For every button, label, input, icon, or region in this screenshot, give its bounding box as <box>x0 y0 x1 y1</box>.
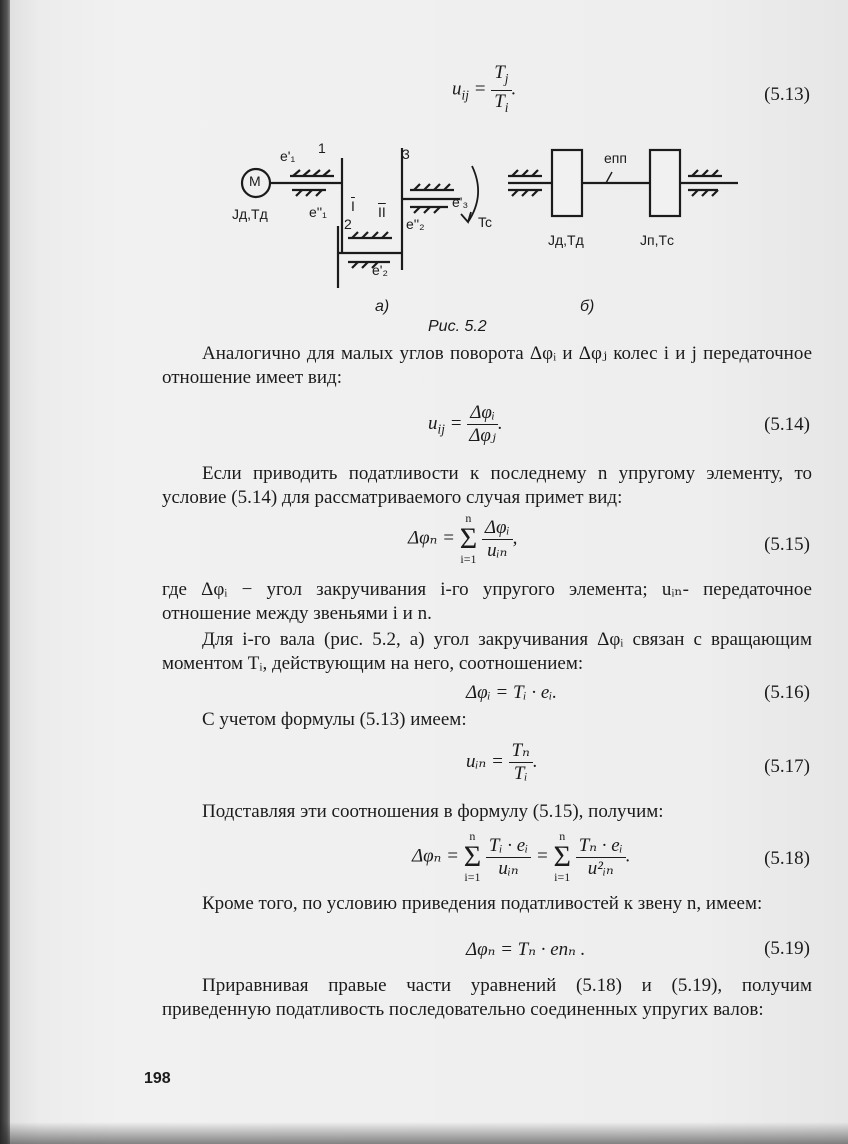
label-e2-prime: e'₂ <box>372 262 388 278</box>
subfigure-label-a: а) <box>375 298 390 315</box>
label-motor-params: Jд,Tд <box>232 206 268 222</box>
label-gear-1: 1 <box>318 140 326 156</box>
motor-label: M <box>249 173 261 189</box>
label-e3-prime: e'₃ <box>452 194 469 210</box>
equation-number-5-16: (5.16) <box>764 682 810 703</box>
equation-5-18: Δφₙ = n Σ i=1 $\frac{\text{Tᵢ · eᵢ}}{\text{uᵢₙ}}$ = n Σ i=1 $\frac{\text{Tₙ · eᵢ}}{\text{u²ᵢₙ}}$ . <box>412 829 631 884</box>
label-shaft-I: $\overline{I}$ <box>351 198 355 214</box>
figure-caption: Рис. 5.2 <box>428 318 487 335</box>
paragraph-4: Для i-го вала (рис. 5.2, а) угол закручивания Δφᵢ связан с вращающим моментом Tᵢ, действующим на него, соотношением: <box>162 629 812 674</box>
equation-5-17: uᵢₙ = $\frac{\text{Tₙ}}{\text{Tᵢ}}$ . <box>466 740 538 784</box>
bottom-edge-shadow <box>0 1122 848 1144</box>
label-gear-3: 3 <box>402 146 410 162</box>
paragraph-8: Приравнивая правые части уравнений (5.18) и (5.19), получим приведенную податливость последовательно соединенных упругих валов: <box>162 975 812 1020</box>
equation-5-14: $u_{ij}$ = $\frac{\text{Δφᵢ}}{\text{Δφⱼ}}$ . <box>428 402 503 446</box>
equation-5-13: $u_{ij}$ = $\frac{T_j}{T_i}$ . <box>452 62 517 115</box>
equation-5-16: Δφᵢ = Tᵢ · eᵢ. <box>466 682 558 703</box>
equation-5-19: Δφₙ = Tₙ · eпₙ . <box>466 939 586 960</box>
figure-5-2 <box>0 0 848 340</box>
label-e1-double-prime: e''₁ <box>309 204 327 220</box>
equation-5-15: Δφₙ = n Σ i=1 $\frac{\text{Δφᵢ}}{\text{uᵢₙ}}$ , <box>408 511 518 566</box>
label-tc: Tc <box>478 214 492 230</box>
page-number: 198 <box>144 1070 171 1087</box>
paragraph-6: Подставляя эти соотношения в формулу (5.15), получим: <box>202 801 664 822</box>
subfigure-label-b: б) <box>580 298 595 315</box>
figure-part-a <box>242 148 478 288</box>
paragraph-7: Кроме того, по условию приведения податливостей к звену n, имеем: <box>202 893 763 914</box>
equation-number-5-18: (5.18) <box>764 848 810 869</box>
equation-number-5-19: (5.19) <box>764 938 810 959</box>
label-e1-prime: e'₁ <box>280 148 296 164</box>
label-enn: eпп <box>604 150 627 166</box>
paragraph-2: Если приводить податливости к последнему n упругому элементу, то условие (5.14) для рассматриваемого случая примет вид: <box>162 463 812 508</box>
label-e2-double-prime: e''₂ <box>406 216 425 232</box>
paragraph-1: Аналогично для малых углов поворота Δφᵢ и Δφⱼ колес i и j передаточное отношение имеет вид: <box>162 343 812 388</box>
label-jn: Jп,Tс <box>640 232 675 248</box>
equation-number-5-13: (5.13) <box>764 84 810 105</box>
equation-number-5-17: (5.17) <box>764 756 810 777</box>
equation-number-5-15: (5.15) <box>764 534 810 555</box>
equation-number-5-14: (5.14) <box>764 414 810 435</box>
paragraph-5: С учетом формулы (5.13) имеем: <box>202 709 467 730</box>
label-jd-b: Jд,Tд <box>548 232 584 248</box>
paragraph-3: где Δφᵢ − угол закручивания i-го упругого элемента; uᵢₙ- передаточное отношение между звеньями i и n. <box>162 579 812 624</box>
label-gear-2: 2 <box>344 216 352 232</box>
label-shaft-II: $\overline{II}$ <box>378 204 386 220</box>
